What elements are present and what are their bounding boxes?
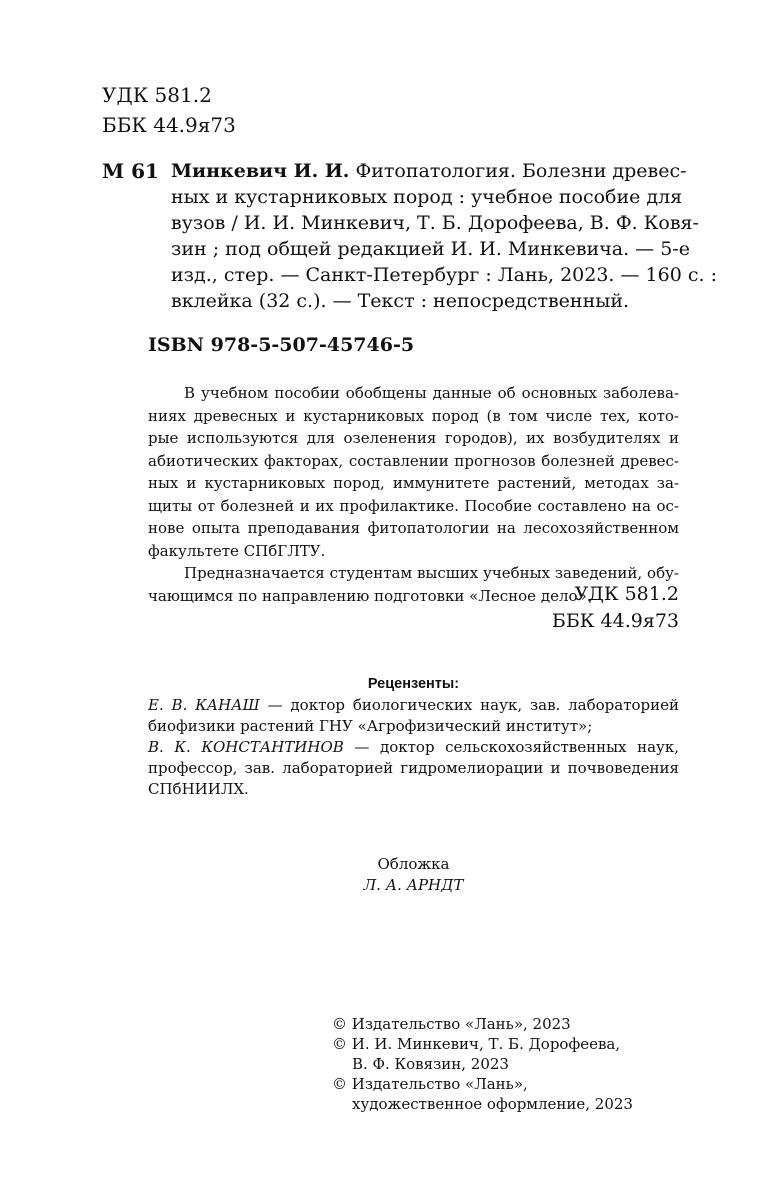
abstract-line: абиотических факторах, составлении прогнозов болезней древес- [148,451,679,470]
abstract-line: щиты от болезней и их профилактике. Пособие составлено на ос- [148,496,679,515]
bib-line-2: ных и кустарниковых пород : учебное пособие для [171,186,683,208]
reviewer-2-line-1 [148,737,679,758]
reviewer-2-line-2: профессор, зав. лабораторией гидромелиорации и почвоведения [148,759,679,777]
reviewer-2-title: — доктор сельскохозяйственных наук, [343,738,679,756]
author-name: Минкевич И. И. [171,160,350,182]
cover-credit [148,854,679,896]
abstract-line: факультете СПбГЛТУ. [148,541,326,560]
reviewer-2-name: В. К. КОНСТАНТИНОВ [148,738,344,756]
udk-code-bottom: УДК 581.2 [574,583,679,605]
abstract-line: ниях древесных и кустарниковых пород (в том числе тех, кото- [148,406,679,425]
bbk-code-bottom: ББК 44.9я73 [551,610,679,632]
abstract-line: В учебном пособии обобщены данные об основных заболева- [184,384,679,402]
reviewer-1-name: Е. В. КАНАШ [148,696,260,714]
bibliographic-record [171,158,717,314]
abstract-line: рые используются для озеленения городов), их возбудителях и [148,429,679,447]
copyright-line: © Издательство «Лань», 2023 [332,1015,571,1033]
isbn: ISBN 978-5-507-45746-5 [148,334,415,356]
bib-title-start: Фитопатология. Болезни древес- [355,160,687,182]
abstract-line: Предназначается студентам высших учебных заведений, обу- [184,564,679,582]
bib-line-1 [171,158,687,184]
bib-line-6: вклейка (32 с.). — Текст : непосредственный. [171,290,630,312]
reviewer-1-line-2: биофизики растений ГНУ «Агрофизический институт»; [148,717,593,735]
copyright-block [332,1014,633,1114]
cover-label: Обложка [377,855,450,873]
bib-line-4: зин ; под общей редакцией И. И. Минкевича. — 5-е [171,238,690,260]
reviewers [148,674,679,800]
bbk-code: ББК 44.9я73 [102,113,236,137]
reviewer-2-line-3: СПбНИИЛХ. [148,780,249,798]
header-codes [102,80,236,140]
bib-line-3: вузов / И. И. Минкевич, Т. Б. Дорофеева, В. Ф. Ковя- [171,212,699,234]
footer-codes [552,581,679,635]
abstract-line: ных и кустарниковых пород, иммунитете растений, методах за- [148,474,679,492]
reviewers-heading: Рецензенты: [367,676,460,692]
copyright-line: © И. И. Минкевич, Т. Б. Дорофеева, [332,1035,621,1053]
reviewer-1-line-1 [148,695,679,716]
cover-artist: Л. А. АРНДТ [363,876,464,894]
bib-line-5: изд., стер. — Санкт-Петербург : Лань, 2023. — 160 с. : [171,264,717,286]
abstract-line: чающимся по направлению подготовки «Лесное дело». [148,586,592,605]
udk-code: УДК 581.2 [102,83,212,107]
copyright-line: В. Ф. Ковязин, 2023 [352,1055,509,1073]
copyright-line: © Издательство «Лань», [332,1075,528,1093]
abstract-line: нове опыта преподавания фитопатологии на лесохозяйственном [148,519,679,537]
copyright-line: художественное оформление, 2023 [352,1095,633,1113]
author-mark: М 61 [102,159,159,183]
reviewer-1-title: — доктор биологических наук, зав. лабораторией [259,696,680,714]
abstract [148,382,679,607]
